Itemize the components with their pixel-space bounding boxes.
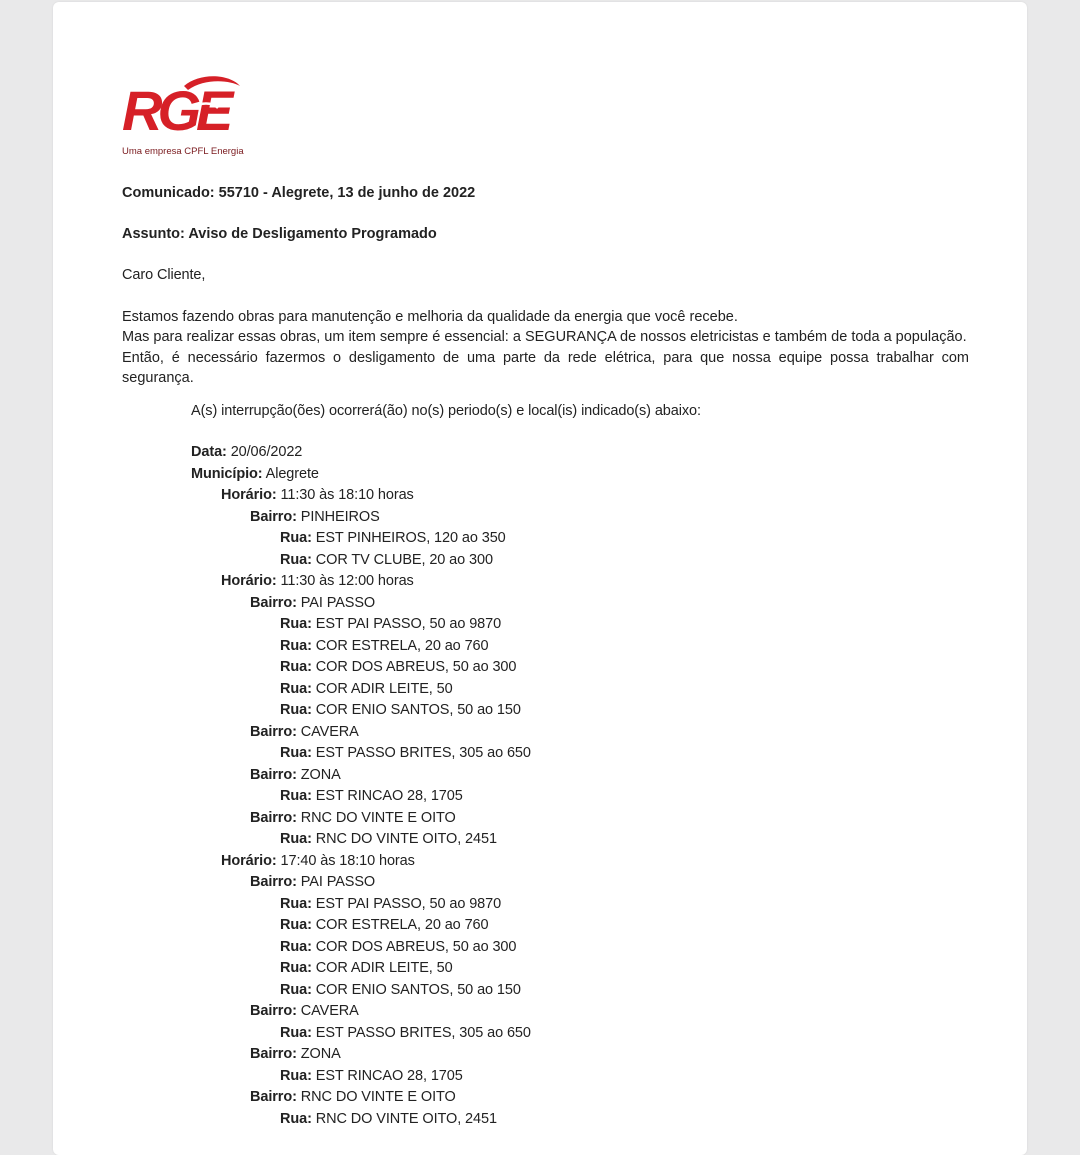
horario-row-label: Horário: [221, 487, 277, 504]
horario-row [122, 485, 969, 507]
municipio-row [122, 464, 969, 486]
document-page [53, 2, 1027, 1155]
bairro-row [122, 808, 969, 830]
horario-row-label: Horário: [221, 852, 277, 869]
rua-row-label: Rua: [280, 745, 312, 762]
municipio-label: Município: [191, 465, 263, 482]
bairro-row-value: CAVERA [300, 723, 359, 740]
rua-row [122, 528, 969, 550]
bairro-row-value: PAI PASSO [300, 874, 376, 891]
rua-row-value: COR ADIR LEITE, 50 [315, 680, 453, 697]
rua-row-label: Rua: [280, 788, 312, 805]
rua-row-label: Rua: [280, 1067, 312, 1084]
rua-row-label: Rua: [280, 530, 312, 547]
bairro-row [122, 1001, 969, 1023]
greeting: Caro Cliente, [122, 267, 206, 283]
rua-row-value: COR ENIO SANTOS, 50 ao 150 [315, 981, 521, 998]
bairro-row [122, 765, 969, 787]
body-paragraph [122, 307, 969, 389]
bairro-row [122, 1087, 969, 1109]
municipio-value: Alegrete [265, 465, 319, 482]
rua-row-value: EST PASSO BRITES, 305 ao 650 [315, 745, 531, 762]
horario-row-label: Horário: [221, 573, 277, 590]
rua-row-value: COR ESTRELA, 20 ao 760 [315, 637, 489, 654]
rua-row-label: Rua: [280, 895, 312, 912]
rua-row [122, 614, 969, 636]
rua-row [122, 915, 969, 937]
svg-text:RGE: RGE [122, 79, 229, 142]
rua-row [122, 937, 969, 959]
rua-row-value: COR ADIR LEITE, 50 [315, 960, 453, 977]
body-line-1: Estamos fazendo obras para manutenção e melhoria da qualidade da energia que você recebe. [122, 308, 738, 325]
comunicado-line: Comunicado: 55710 - Alegrete, 13 de junho de 2022 [122, 185, 476, 201]
bairro-row-label: Bairro: [250, 1046, 297, 1063]
bairro-row [122, 722, 969, 744]
horario-row-value: 11:30 às 12:00 horas [280, 573, 414, 590]
body-line-2: Mas para realizar essas obras, um item sempre é essencial: a SEGURANÇA de nossos eletricistas e também de toda a população. [122, 329, 967, 346]
rua-row-value: EST PINHEIROS, 120 ao 350 [315, 530, 506, 547]
rua-row-value: COR DOS ABREUS, 50 ao 300 [315, 659, 517, 676]
rua-row-value: RNC DO VINTE OITO, 2451 [315, 1110, 497, 1127]
bairro-row [122, 593, 969, 615]
rua-row-value: EST PASSO BRITES, 305 ao 650 [315, 1024, 531, 1041]
rua-row [122, 679, 969, 701]
bairro-row [122, 872, 969, 894]
rua-row [122, 1066, 969, 1088]
rua-row [122, 786, 969, 808]
rua-row [122, 743, 969, 765]
rua-row-label: Rua: [280, 1024, 312, 1041]
data-label: Data: [191, 444, 227, 461]
rua-row [122, 657, 969, 679]
bairro-row [122, 1044, 969, 1066]
rua-row-label: Rua: [280, 1110, 312, 1127]
rua-row-label: Rua: [280, 637, 312, 654]
rua-row [122, 636, 969, 658]
rua-row [122, 829, 969, 851]
rua-row-value: EST PAI PASSO, 50 ao 9870 [315, 616, 502, 633]
intro-line: A(s) interrupção(ões) ocorrerá(ão) no(s) periodo(s) e local(is) indicado(s) abaixo: [191, 402, 701, 419]
bairro-row-value: RNC DO VINTE E OITO [300, 809, 456, 826]
bairro-row-label: Bairro: [250, 766, 297, 783]
rua-row-value: EST RINCAO 28, 1705 [315, 788, 463, 805]
schedule [122, 442, 969, 1130]
rua-row-label: Rua: [280, 680, 312, 697]
rua-row-label: Rua: [280, 917, 312, 934]
bairro-row-label: Bairro: [250, 1003, 297, 1020]
rua-row-label: Rua: [280, 960, 312, 977]
assunto-line: Assunto: Aviso de Desligamento Programado [122, 226, 437, 242]
rua-row-label: Rua: [280, 551, 312, 568]
bairro-row-value: PAI PASSO [300, 594, 376, 611]
bairro-row-value: PINHEIROS [300, 508, 380, 525]
rua-row-label: Rua: [280, 702, 312, 719]
bairro-row-value: ZONA [300, 1046, 341, 1063]
bairro-row-value: RNC DO VINTE E OITO [300, 1089, 456, 1106]
rua-row-value: EST PAI PASSO, 50 ao 9870 [315, 895, 502, 912]
bairro-row [122, 507, 969, 529]
bairro-row-label: Bairro: [250, 508, 297, 525]
rge-tagline: Uma empresa CPFL Energia [122, 146, 244, 157]
rua-row [122, 700, 969, 722]
rua-row-value: EST RINCAO 28, 1705 [315, 1067, 463, 1084]
data-row [122, 442, 969, 464]
bairro-row-label: Bairro: [250, 1089, 297, 1106]
rua-row [122, 980, 969, 1002]
rua-row-label: Rua: [280, 938, 312, 955]
rua-row-label: Rua: [280, 831, 312, 848]
body-line-3: Então, é necessário fazermos o desligamento de uma parte da rede elétrica, para que nossa equipe possa trabalhar com segurança. [122, 349, 969, 387]
rua-row [122, 958, 969, 980]
rua-row-value: RNC DO VINTE OITO, 2451 [315, 831, 497, 848]
rua-row-label: Rua: [280, 616, 312, 633]
horarios-list [122, 485, 969, 1130]
rua-row [122, 550, 969, 572]
rua-row-label: Rua: [280, 659, 312, 676]
rge-logo [122, 72, 272, 162]
bairro-row-label: Bairro: [250, 594, 297, 611]
bairro-row-label: Bairro: [250, 874, 297, 891]
rua-row [122, 894, 969, 916]
horario-row [122, 571, 969, 593]
horario-row-value: 17:40 às 18:10 horas [280, 852, 415, 869]
rua-row [122, 1109, 969, 1131]
rua-row [122, 1023, 969, 1045]
horario-row-value: 11:30 às 18:10 horas [280, 487, 414, 504]
rua-row-value: COR TV CLUBE, 20 ao 300 [315, 551, 493, 568]
bairro-row-label: Bairro: [250, 723, 297, 740]
bairro-row-value: CAVERA [300, 1003, 359, 1020]
rua-row-value: COR DOS ABREUS, 50 ao 300 [315, 938, 517, 955]
rua-row-value: COR ENIO SANTOS, 50 ao 150 [315, 702, 521, 719]
document-content [122, 72, 969, 1130]
horario-row [122, 851, 969, 873]
rua-row-label: Rua: [280, 981, 312, 998]
bairro-row-value: ZONA [300, 766, 341, 783]
rua-row-value: COR ESTRELA, 20 ao 760 [315, 917, 489, 934]
bairro-row-label: Bairro: [250, 809, 297, 826]
data-value: 20/06/2022 [230, 444, 303, 461]
